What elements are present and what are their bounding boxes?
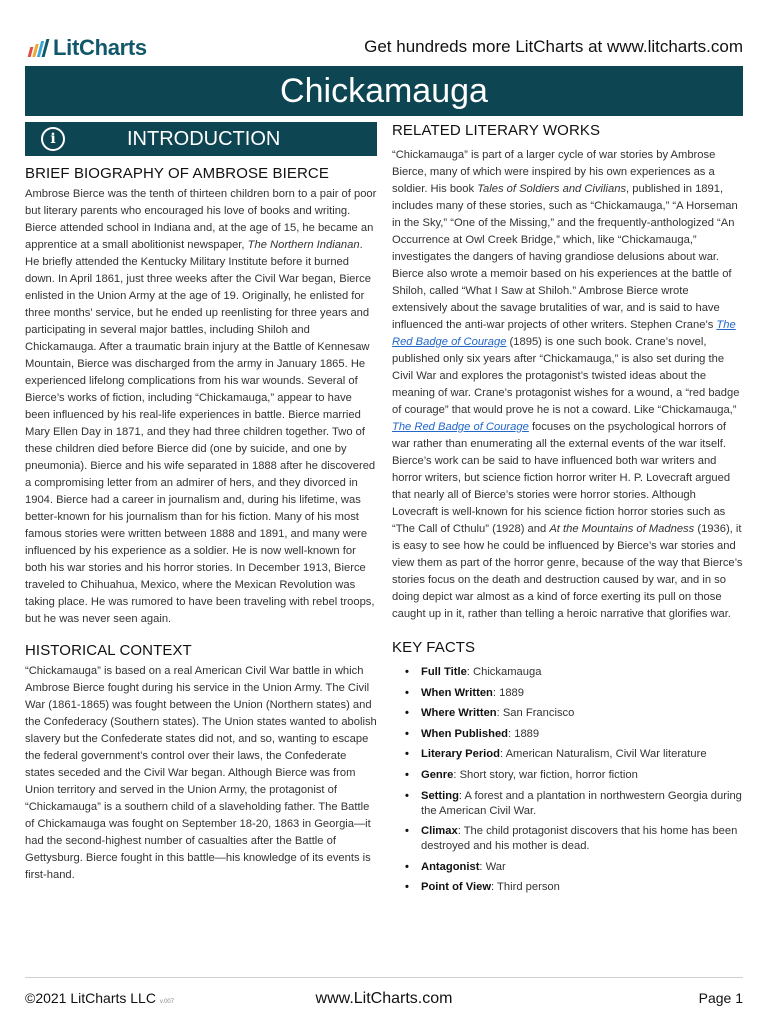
biography-text-part: Ambrose Bierce was the tenth of thirteen children born to a pair of poor but literary parents who encouraged his love of books and writing. Bierce attended school in Indiana and, at the age of 15, he became an apprentice at a small abolitionist newspaper, — [25, 188, 377, 251]
red-badge-link[interactable]: The Red Badge of Courage — [392, 319, 736, 348]
key-fact-item — [392, 727, 743, 742]
key-fact-separator: : — [496, 707, 503, 720]
logo-text: LitCharts — [53, 35, 147, 60]
introduction-header — [25, 122, 377, 156]
key-fact-label: Genre — [421, 768, 454, 781]
related-works-text — [392, 147, 743, 623]
footer — [25, 990, 743, 1012]
key-fact-value: 1889 — [514, 727, 540, 740]
related-text-part: (1895) is one such book. Crane’s novel, published only six years after “Chickamauga,” is also set during the Civil War and explores the protagonist’s twisted ideas about the meaning of war. Crane’s protagonist wishes for a wound, a “red badge of courage” that would prove he is not a coward. Like “Chickamauga,” — [392, 336, 740, 416]
key-fact-value: Third person — [497, 881, 560, 894]
footer-site-link[interactable]: www.LitCharts.com — [315, 990, 453, 1007]
biography-text-part: . He briefly attended the Kentucky Military Institute before it burned down. In April 1861, just three weeks after the Civil War began, Bierce enlisted in the Union Army at the age of 19. Originally, he enlisted for three months’ service, but he ended up reenlisting for three years and participating in several major battles, including Shiloh and Chickamauga. After a traumatic brain injury at the Battle of Kennesaw Mountain, Bierce was discharged from the army in January 1865. He experienced lifelong complications from his war wounds. Several of Bierce’s works of fiction, including “Chickamauga,” appear to have been influenced by his real-life experiences in battle. Bierce married Mary Ellen Day in 1871, and they had three children together. Two of these children died before Bierce did (one by suicide, and one by pneumonia). Bierce and his wife separated in 1888 after he discovered a compromising letter from an admirer of hers, and they divorced in 1904. Bierce had a career in journalism and, during his lifetime, was better-known for his journalism than for his fiction. Many of his most famous stories were written between 1888 and 1891, and many were influenced by his experience as a soldier. He is now well-known for both his war stories and his horror stories. In December 1913, Bierce traveled to Chihuahua, Mexico, where the Mexican Revolution was taking place. He was rumored to have been traveling with rebel troops, but he was never seen again. — [25, 239, 376, 625]
book-title: At the Mountains of Madness — [549, 523, 695, 535]
key-fact-item — [392, 768, 743, 783]
related-works-heading: RELATED LITERARY WORKS — [392, 122, 601, 139]
key-fact-label: Setting — [421, 789, 459, 802]
key-fact-item — [392, 665, 743, 680]
key-fact-separator: : — [458, 789, 465, 802]
key-fact-item — [392, 686, 743, 701]
key-fact-label: Point of View — [421, 881, 492, 894]
key-fact-value: War — [485, 860, 506, 873]
historical-context-heading: HISTORICAL CONTEXT — [25, 642, 192, 659]
key-fact-item — [392, 706, 743, 721]
page-number: Page 1 — [698, 990, 743, 1006]
key-fact-value: American Naturalism, Civil War literature — [505, 748, 707, 761]
key-fact-item — [392, 789, 743, 819]
copyright-text: ©2021 LitCharts LLC — [25, 990, 156, 1006]
key-fact-label: Climax — [421, 825, 458, 838]
key-fact-label: When Written — [421, 686, 493, 699]
key-fact-item — [392, 747, 743, 762]
key-fact-value: 1889 — [499, 686, 524, 699]
key-fact-separator: : — [491, 881, 498, 894]
key-facts-list — [392, 665, 743, 895]
header-tagline[interactable]: Get hundreds more LitCharts at www.litcharts.com — [364, 37, 743, 56]
key-fact-separator: : — [479, 860, 486, 873]
related-text-part: , published in 1891, includes many of these stories, such as “Chickamauga,” “A Horseman in the Sky,” “One of the Missing,” and the frequently-anthologized “An Occurrence at Owl Creek Bridge,” which, like “Chickamauga,” investigates the dangers of having grandiose delusions about war. Bierce also wrote a memoir based on his experiences at the battle of Shiloh, called “What I Saw at Shiloh.” Ambrose Bierce wrote extensively about the savage brutalities of war, and is said to have influenced the anti-war projects of other writers. Stephen Crane’s — [392, 183, 738, 331]
key-fact-label: When Published — [421, 727, 509, 740]
version-label: v.007 — [159, 999, 175, 1005]
left-column — [25, 122, 377, 884]
related-text-part: (1936), it is easy to see how he could be influenced by Bierce’s war stories and view them as part of the horror genre, because of the way that Bierce’s stories focus on the death and destruction caused by war, and in so doing depict war almost as a kind of force exerting its pull on those caught up in it, rather than telling a heroic narrative that glorifies war. — [392, 523, 743, 620]
key-fact-label: Where Written — [421, 707, 497, 720]
key-fact-item — [392, 824, 743, 854]
key-fact-item — [392, 880, 743, 895]
key-fact-value: Chickamauga — [473, 666, 542, 678]
book-title: Tales of Soldiers and Civilians — [477, 183, 627, 195]
key-fact-value: The child protagonist discovers that his home has been destroyed and his mother is dead. — [421, 825, 738, 853]
footer-divider — [25, 977, 743, 978]
key-fact-item — [392, 860, 743, 875]
logo-bars-icon — [29, 39, 47, 57]
key-fact-separator: : — [453, 768, 460, 781]
page-title: Chickamauga — [25, 66, 743, 116]
related-text-part: focuses on the psychological horrors of war rather than enumerating all the external events of the war itself. Bierce’s work can be said to have influenced both war writers and horror writers, but science fiction horror writer H. P. Lovecraft argued that nearly all of Bierce’s stories were horror stories. Although Lovecraft is well-known for his science fiction horror stories such as “The Call of Cthulu” (1928) and — [392, 421, 731, 535]
key-fact-separator: : — [492, 686, 500, 699]
key-fact-separator: : — [457, 825, 464, 838]
introduction-title: INTRODUCTION — [127, 127, 281, 150]
key-fact-separator: : — [499, 748, 506, 761]
key-fact-label: Full Title — [421, 666, 467, 678]
historical-context-text: “Chickamauga” is based on a real American Civil War battle in which Ambrose Bierce fought during his service in the Union Army. The Civil War (1861-1865) was fought between the Union (Northern states) and the Confederacy (Southern states). The Union states wanted to abolish slavery but the Confederate states did not, and so, wanting to escape the federal government’s control over their laws, the Confederate states seceded and the Civil War began. Although Bierce was from Union territory and served in the Union Army, the protagonist of “Chickamauga” is a southern child of a slaveholding father. The Battle of Chickamauga was fought on September 18-20, 1863 in Georgia—it had the second-highest number of casualties after the Battle of Gettysburg. Bierce fought in this battle—his knowledge of its events is first-hand. — [25, 665, 377, 881]
key-fact-value: Short story, war fiction, horror fiction — [459, 768, 638, 781]
key-fact-separator: : — [508, 727, 515, 740]
red-badge-link[interactable]: The Red Badge of Courage — [392, 421, 529, 433]
related-text-part: “Chickamauga” is part of a larger cycle of war stories by Ambrose Bierce, many of which were inspired by his own experiences as a soldier. His book — [392, 149, 716, 195]
litcharts-logo[interactable] — [29, 34, 147, 62]
key-fact-label: Literary Period — [421, 748, 500, 761]
key-fact-label: Antagonist — [421, 860, 480, 873]
key-fact-value: A forest and a plantation in northwestern Georgia during the American Civil War. — [421, 789, 742, 817]
right-column — [392, 122, 743, 901]
newspaper-title: The Northern Indianan — [247, 239, 360, 251]
biography-heading: BRIEF BIOGRAPHY OF AMBROSE BIERCE — [25, 165, 329, 182]
key-facts-heading: KEY FACTS — [392, 639, 476, 656]
top-bar — [25, 34, 743, 62]
info-icon: i — [41, 127, 65, 151]
key-fact-value: San Francisco — [502, 707, 575, 720]
key-fact-separator: : — [466, 666, 474, 678]
biography-text — [25, 186, 377, 628]
